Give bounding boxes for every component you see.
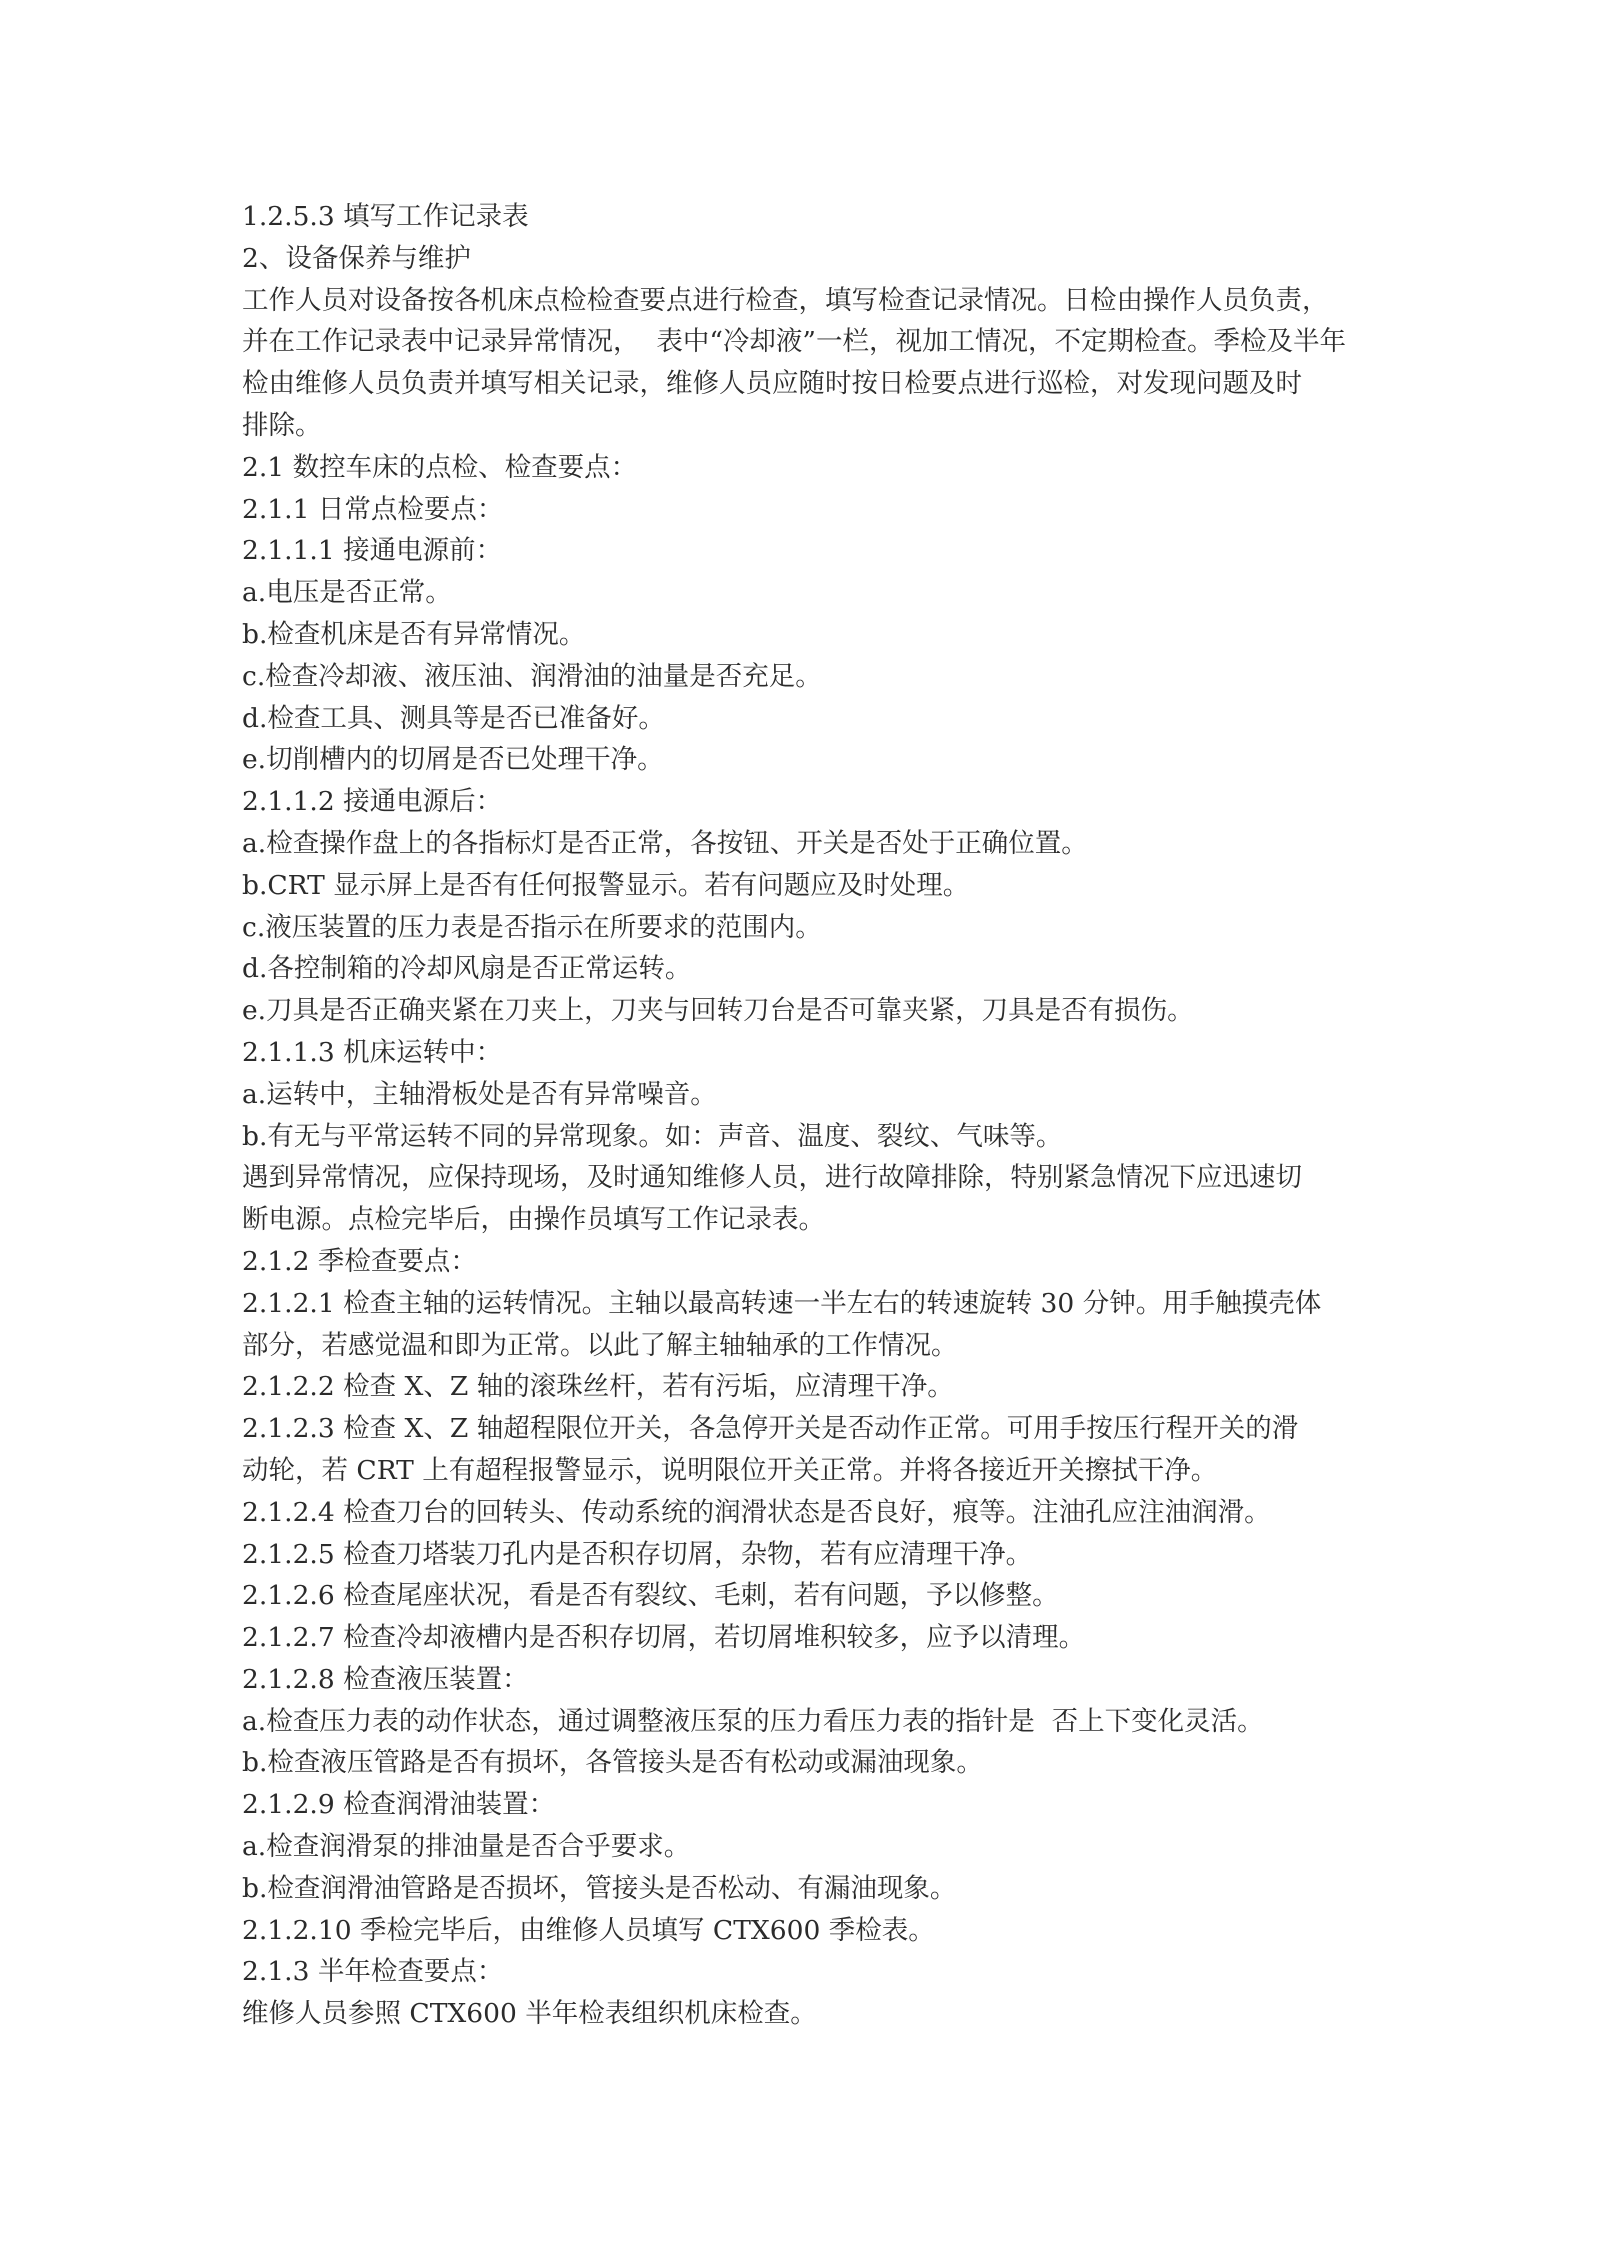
text-line: 工作人员对设备按各机床点检检查要点进行检查，填写检查记录情况。日检由操作人员负责， [242, 284, 1329, 316]
text-line: 2.1.2.1 检查主轴的运转情况。主轴以最高转速一半左右的转速旋转 30 分钟。用手触摸壳体 [242, 1287, 1322, 1319]
text-line: d.检查工具、测具等是否已准备好。 [242, 702, 665, 734]
text-line: 2.1.2.3 检查 X、Z 轴超程限位开关，各急停开关是否动作正常。可用手按压行程开关的滑 [242, 1413, 1299, 1445]
text-line: b.CRT 显示屏上是否有任何报警显示。若有问题应及时处理。 [242, 869, 970, 901]
text-line: 2.1.2.9 检查润滑油装置： [242, 1789, 556, 1821]
text-line: b.检查润滑油管路是否损坏，管接头是否松动、有漏油现象。 [242, 1872, 957, 1904]
text-line: 2.1.2.4 检查刀台的回转头、传动系统的润滑状态是否良好，痕等。注油孔应注油润滑。 [242, 1496, 1271, 1528]
text-line: c.液压装置的压力表是否指示在所要求的范围内。 [242, 911, 822, 943]
text-line: 2.1.2.8 检查液压装置： [242, 1663, 529, 1695]
text-line: a.检查润滑泵的排油量是否合乎要求。 [242, 1831, 691, 1863]
text-line: a.检查操作盘上的各指标灯是否正常，各按钮、开关是否处于正确位置。 [242, 827, 1088, 859]
text-line: 断电源。点检完毕后，由操作员填写工作记录表。 [242, 1204, 825, 1236]
text-line: e.刀具是否正确夹紧在刀夹上，刀夹与回转刀台是否可靠夹紧，刀具是否有损伤。 [242, 995, 1194, 1027]
text-line: c.检查冷却液、液压油、润滑油的油量是否充足。 [242, 660, 822, 692]
text-line: a.电压是否正常。 [242, 577, 452, 609]
text-line: 2.1.1 日常点检要点： [242, 493, 504, 525]
text-line: 1.2.5.3 填写工作记录表 [242, 201, 529, 232]
text-line: 2.1.2.6 检查尾座状况，看是否有裂纹、毛刺，若有问题，予以修整。 [242, 1580, 1059, 1612]
text-line: 检由维修人员负责并填写相关记录，维修人员应随时按日检要点进行巡检，对发现问题及时 [242, 368, 1302, 400]
text-line: e.切削槽内的切屑是否已处理干净。 [242, 744, 664, 776]
text-line: 遇到异常情况，应保持现场，及时通知维修人员，进行故障排除，特别紧急情况下应迅速切 [242, 1162, 1302, 1194]
text-line: 维修人员参照 CTX600 半年检表组织机床检查。 [242, 1998, 817, 2030]
text-line: 2.1.2.10 季检完毕后，由维修人员填写 CTX600 季检表。 [242, 1914, 935, 1946]
text-line: 2.1.2.2 检查 X、Z 轴的滚珠丝杆，若有污垢，应清理干净。 [242, 1371, 954, 1403]
text-line: a.运转中，主轴滑板处是否有异常噪音。 [242, 1078, 717, 1110]
text-line: 并在工作记录表中记录异常情况， 表中“冷却液”一栏，视加工情况，不定期检查。季检及半年 [242, 326, 1346, 358]
text-line: 2.1.1.1 接通电源前： [242, 535, 503, 567]
text-line: 2.1.2.5 检查刀塔装刀孔内是否积存切屑，杂物，若有应清理干净。 [242, 1538, 1033, 1570]
text-line: b.有无与平常运转不同的异常现象。如：声音、温度、裂纹、气味等。 [242, 1120, 1063, 1152]
text-line: b.检查机床是否有异常情况。 [242, 618, 586, 650]
text-line: 2.1.1.2 接通电源后： [242, 786, 503, 818]
text-line: 2.1.2.7 检查冷却液槽内是否积存切屑，若切屑堆积较多，应予以清理。 [242, 1622, 1086, 1654]
text-line: 2.1 数控车床的点检、检查要点： [242, 451, 638, 483]
text-line: 排除。 [242, 409, 322, 441]
text-line: 2.1.2 季检查要点： [242, 1245, 477, 1277]
text-line: 2.1.3 半年检查要点： [242, 1956, 504, 1988]
text-line: 2、设备保养与维护 [242, 242, 471, 274]
text-line: 动轮，若 CRT 上有超程报警显示，说明限位开关正常。并将各接近开关擦拭干净。 [242, 1454, 1218, 1486]
text-line: b.检查液压管路是否有损坏，各管接头是否有松动或漏油现象。 [242, 1747, 983, 1779]
text-line: a.检查压力表的动作状态，通过调整液压泵的压力看压力表的指针是 否上下变化灵活。 [242, 1705, 1264, 1737]
text-line: 部分，若感觉温和即为正常。以此了解主轴轴承的工作情况。 [242, 1329, 958, 1361]
text-line: 2.1.1.3 机床运转中： [242, 1036, 503, 1068]
document-body [242, 196, 1372, 2035]
text-line: d.各控制箱的冷却风扇是否正常运转。 [242, 953, 692, 985]
